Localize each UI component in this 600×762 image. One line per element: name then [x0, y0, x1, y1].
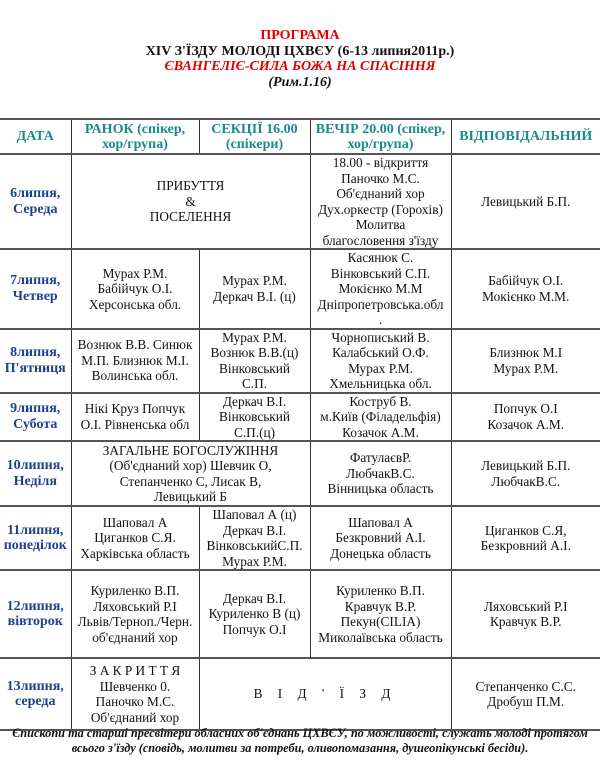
schedule-cell: Левицький Б.П.	[451, 154, 600, 249]
date-cell: 7липня, Четвер	[0, 249, 71, 329]
schedule-cell: Ляховський Р.І Кравчук В.Р.	[451, 570, 600, 658]
schedule-cell: ПРИБУТТЯ & ПОСЕЛЕННЯ	[71, 154, 310, 249]
footer-note: Єпископи та старші пресвітери обласних об'єднань ЦХВЄУ, по можливості, служать молоді протягом всього з'їзду (сповідь, молитви за потреби, оливопомазання, душеопікунські бесіди).	[12, 726, 588, 755]
document-header	[0, 28, 600, 90]
schedule-cell: Мурах Р.М. Бабійчук О.І. Херсонська обл.	[71, 249, 199, 329]
schedule-cell: Чорнописький В. Калабський О.Ф. Мурах Р.М. Хмельницька обл.	[310, 329, 451, 393]
schedule-cell: Бабійчук О.І. Мокієнко М.М.	[451, 249, 600, 329]
schedule-cell: Нікі Круз Попчук О.І. Рівненська обл	[71, 393, 199, 442]
table-row	[0, 441, 600, 506]
date-cell: 6липня, Середа	[0, 154, 71, 249]
schedule-cell: Шаповал А Циганков С.Я. Харківська область	[71, 506, 199, 570]
schedule-cell: ФатулаєвР. ЛюбчакВ.С. Вінницька область	[310, 441, 451, 506]
schedule-cell: Коструб В. м.Київ (Філадельфія) Козачок А.М.	[310, 393, 451, 442]
schedule-cell: Степанченко С.С. Дробуш П.М.	[451, 658, 600, 730]
schedule-cell: 18.00 - відкриття Паночко М.С. Об'єднаний хор Дух.оркестр (Горохів) Молитва благословення з'їзду	[310, 154, 451, 249]
schedule-cell: Шаповал А (ц) Деркач В.І. ВінковськийС.П. Мурах Р.М.	[199, 506, 310, 570]
schedule-cell: Куриленко В.П. Ляховський Р.І Львів/Терноп./Черн. об'єднаний хор	[71, 570, 199, 658]
program-motto: ЄВАНГЕЛІЄ-СИЛА БОЖА НА СПАСІННЯ	[164, 59, 436, 74]
schedule-cell: ЗАГАЛЬНЕ БОГОСЛУЖІННЯ (Об'єднаний хор) Шевчик О, Степанченко С, Лисак В, Левицький Б	[71, 441, 310, 506]
date-cell: 12липня, вівторок	[0, 570, 71, 658]
schedule-cell: Вознюк В.В. Синюк М.П. Близнюк М.І. Волинська обл.	[71, 329, 199, 393]
column-header-evening: ВЕЧІР 20.00 (спікер, хор/група)	[310, 119, 451, 154]
column-header-sections: СЕКЦІЇ 16.00 (спікери)	[199, 119, 310, 154]
schedule-cell: Куриленко В.П. Кравчук В.Р. Пекун(CILIA) Миколаївська область	[310, 570, 451, 658]
schedule-cell: Деркач В.І. Куриленко В (ц) Попчук О.І	[199, 570, 310, 658]
column-header-morning: РАНОК (спікер, хор/група)	[71, 119, 199, 154]
scripture-reference: (Рим.1.16)	[268, 74, 332, 90]
table-header-row	[0, 119, 600, 154]
table-row	[0, 658, 600, 730]
column-header-date: ДАТА	[0, 119, 71, 154]
table-row	[0, 506, 600, 570]
schedule-table	[0, 118, 600, 731]
schedule-cell: В І Д ' Ї З Д	[199, 658, 451, 730]
schedule-cell: Мурах Р.М. Деркач В.І. (ц)	[199, 249, 310, 329]
table-row	[0, 393, 600, 442]
schedule-cell: Мурах Р.М. Вознюк В.В.(ц) Вінковський С.П.	[199, 329, 310, 393]
schedule-cell: Касянюк С. Вінковський С.П. Мокієнко М.М Дніпропетровська.обл .	[310, 249, 451, 329]
table-row	[0, 249, 600, 329]
schedule-cell: Деркач В.І. Вінковський С.П.(ц)	[199, 393, 310, 442]
table-row	[0, 570, 600, 658]
date-cell: 9липня, Субота	[0, 393, 71, 442]
schedule-cell: Циганков С.Я, Безкровний А.І.	[451, 506, 600, 570]
program-title: ПРОГРАМА	[260, 28, 340, 43]
schedule-cell: Левицький Б.П. ЛюбчакВ.С.	[451, 441, 600, 506]
schedule-cell: З А К Р И Т Т Я Шевченко 0. Паночко М.С. Об'єднаний хор	[71, 658, 199, 730]
table-row	[0, 154, 600, 249]
schedule-cell: Попчук О.І Козачок А.М.	[451, 393, 600, 442]
schedule-cell: Шаповал А Безкровний А.І. Донецька область	[310, 506, 451, 570]
table-row	[0, 329, 600, 393]
program-subtitle: XIV З'ЇЗДУ МОЛОДІ ЦХВЄУ (6-13 липня2011р.)	[145, 43, 455, 59]
date-cell: 11липня, понеділок	[0, 506, 71, 570]
date-cell: 10липня, Неділя	[0, 441, 71, 506]
column-header-responsible: ВІДПОВІДАЛЬНИЙ	[451, 119, 600, 154]
schedule-cell: Близнюк М.І Мурах Р.М.	[451, 329, 600, 393]
date-cell: 8липня, П'ятниця	[0, 329, 71, 393]
date-cell: 13липня, середа	[0, 658, 71, 730]
